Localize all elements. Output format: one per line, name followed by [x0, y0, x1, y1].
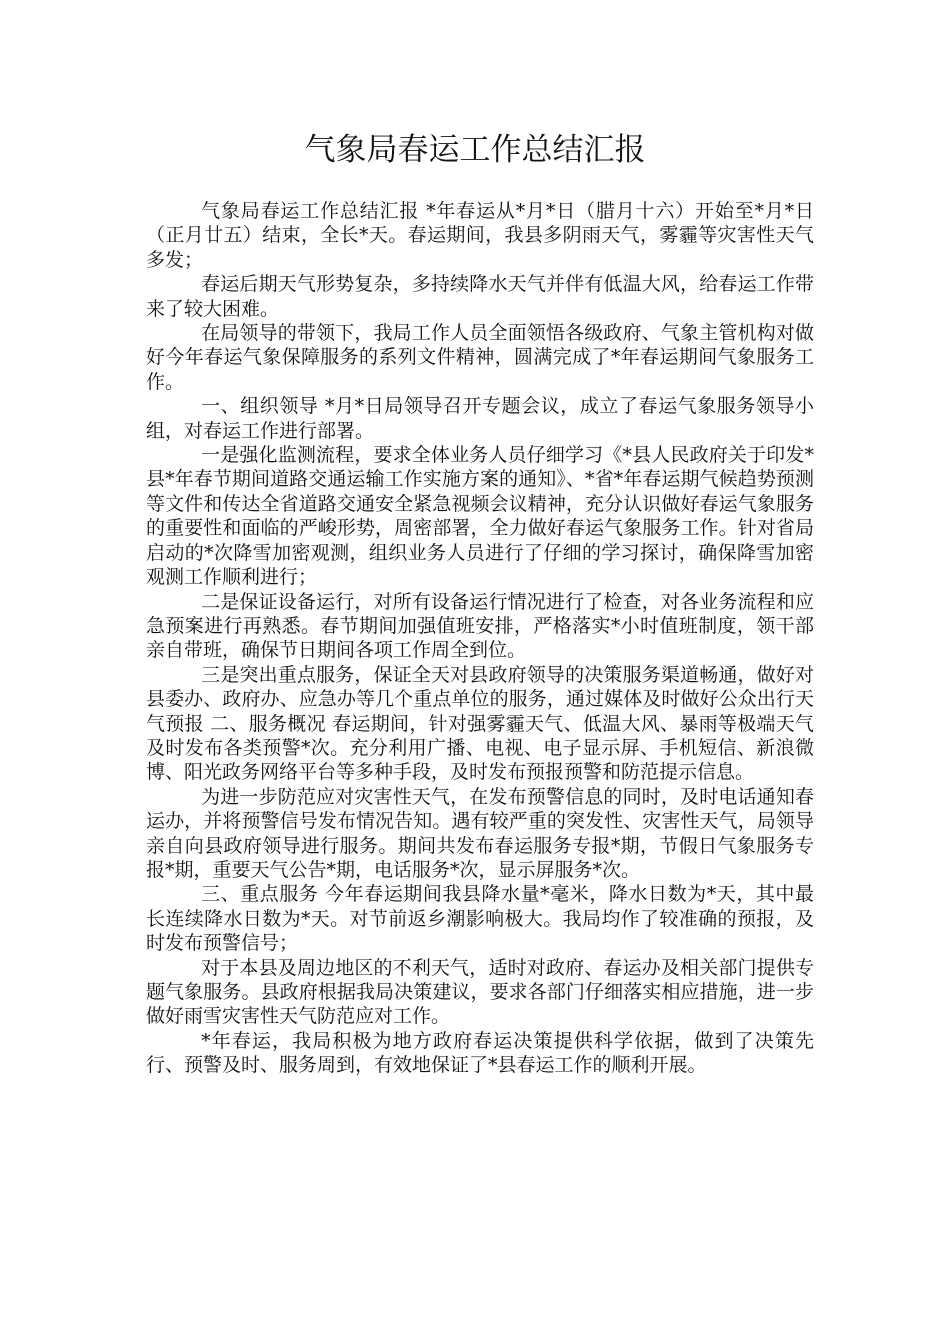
paragraph-precipitation: 三、重点服务 今年春运期间我县降水量*毫米，降水日数为*天，其中最长连续降水日数为*天。对节前返乡潮影响极大。我局均作了较准确的预报，及时发布预警信号；	[146, 883, 814, 955]
document-title: 气象局春运工作总结汇报	[304, 132, 646, 168]
paragraph-organization: 一、组织领导 *月*日局领导召开专题会议，成立了春运气象服务领导小组，对春运工作进行部署。	[146, 395, 814, 442]
paragraph-conclusion: *年春运，我局积极为地方政府春运决策提供科学依据，做到了决策先行、预警及时、服务周到，有效地保证了*县春运工作的顺利开展。	[146, 1029, 814, 1077]
paragraph-special-service: 对于本县及周边地区的不利天气，适时对政府、春运办及相关部门提供专题气象服务。县政府根据我局决策建议，要求各部门仔细落实相应措施，进一步做好雨雪灾害性天气防范应对工作。	[146, 956, 814, 1028]
paragraph-late-weather: 春运后期天气形势复杂，多持续降水天气并伴有低温大风，给春运工作带来了较大困难。	[146, 273, 814, 320]
document-body	[146, 199, 814, 1078]
paragraph-intro: 气象局春运工作总结汇报 *年春运从*月*日（腊月十六）开始至*月*日（正月廿五）结束，全长*天。春运期间，我县多阴雨天气，雾霾等灾害性天气多发；	[146, 200, 814, 271]
paragraph-equipment: 二是保证设备运行，对所有设备运行情况进行了检查，对各业务流程和应急预案进行再熟悉。春节期间加强值班安排，严格落实*小时值班制度，领干部亲自带班，确保节日期间各项工作周全到位。	[146, 590, 814, 662]
paragraph-warning: 为进一步防范应对灾害性天气，在发布预警信息的同时，及时电话通知春运办，并将预警信号发布情况告知。遇有较严重的突发性、灾害性天气，局领导亲自向县政府领导进行服务。期间共发布春运服务专报*期，节假日气象服务专报*期，重要天气公告*期，电话服务*次，显示屏服务*次。	[146, 785, 814, 881]
paragraph-key-service: 三是突出重点服务，保证全天对县政府领导的决策服务渠道畅通，做好对县委办、政府办、应急办等几个重点单位的服务，通过媒体及时做好公众出行天气预报 二、服务概况 春运期间，针对强雾霾天气、低温大风、暴雨等极端天气及时发布各类预警*次。充分利用广播、电视、电子显示屏、手机短信、新浪微博、阳光政务网络平台等多种手段，及时发布预报预警和防范提示信息。	[146, 663, 814, 784]
paragraph-leadership: 在局领导的带领下，我局工作人员全面领悟各级政府、气象主管机构对做好今年春运气象保障服务的系列文件精神，圆满完成了*年春运期间气象服务工作。	[146, 322, 814, 393]
paragraph-monitoring: 一是强化监测流程，要求全体业务人员仔细学习《*县人民政府关于印发*县*年春节期间道路交通运输工作实施方案的通知》、*省*年春运期气候趋势预测等文件和传达全省道路交通安全紧急视频会议精神，充分认识做好春运气象服务的重要性和面临的严峻形势，周密部署，全力做好春运气象服务工作。针对省局启动的*次降雪加密观测，组织业务人员进行了仔细的学习探讨，确保降雪加密观测工作顺利进行；	[146, 444, 814, 589]
